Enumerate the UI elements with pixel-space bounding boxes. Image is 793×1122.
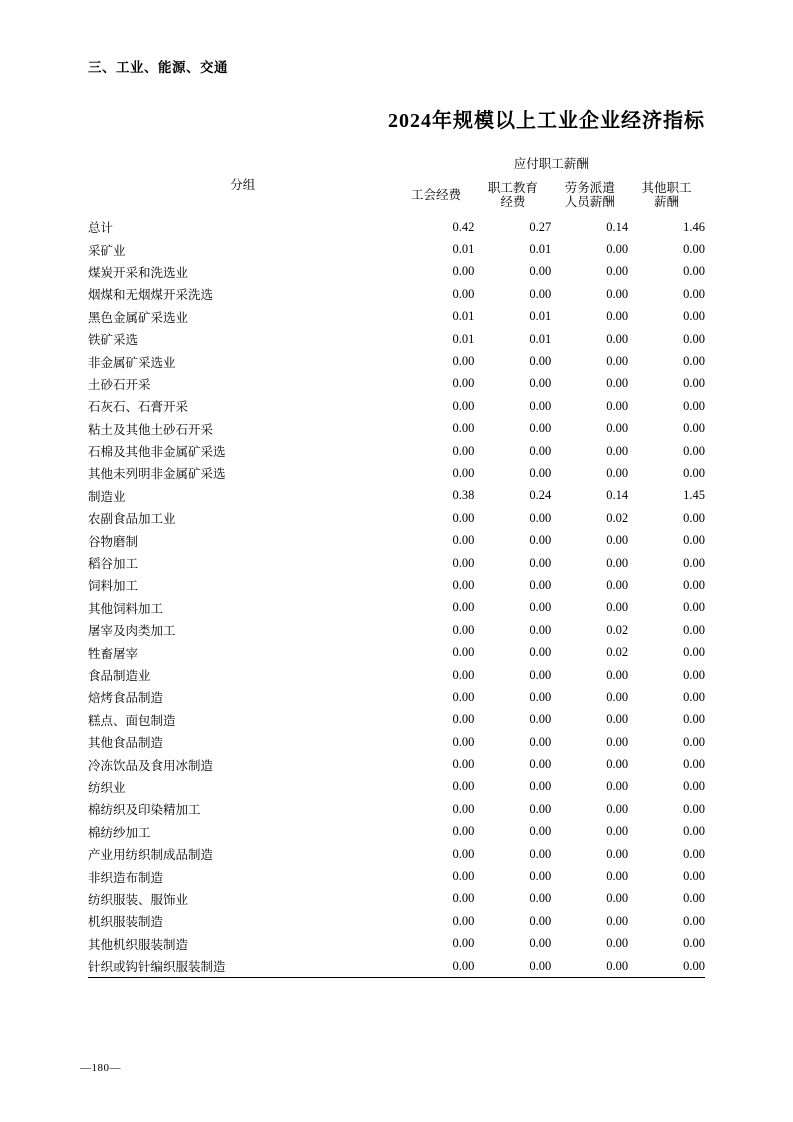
- row-value: 0.00: [683, 331, 705, 346]
- row-label: 饲料加工: [88, 579, 139, 594]
- row-value: 0.00: [683, 645, 705, 660]
- row-value: 0.00: [683, 577, 705, 592]
- column-header-dispatch-wages-line1: 劳务派遣: [564, 180, 615, 195]
- row-value: 0.00: [529, 936, 552, 951]
- row-value: 0.00: [606, 913, 629, 928]
- row-value: 0.00: [606, 555, 629, 570]
- table-row: [88, 843, 705, 865]
- row-label: 土砂石开采: [88, 377, 151, 392]
- row-value: 0.00: [529, 913, 552, 928]
- row-value: 0.00: [452, 891, 475, 906]
- table-row: [88, 350, 705, 372]
- column-header-union-funds-line1: 工会经费: [410, 187, 461, 202]
- row-value: 0.00: [606, 331, 629, 346]
- table-row: [88, 373, 705, 395]
- row-value: 0.00: [452, 533, 475, 548]
- row-value: 0.00: [683, 443, 705, 458]
- column-header-other-wages-line2: 薪酬: [654, 195, 680, 209]
- column-header-union-funds: [398, 174, 475, 216]
- table-row: [88, 664, 705, 686]
- row-label: 采矿业: [88, 243, 126, 258]
- row-value: 0.00: [529, 734, 552, 749]
- row-label: 产业用纺织制成品制造: [88, 848, 214, 863]
- page-title: 2024年规模以上工业企业经济指标: [388, 110, 705, 132]
- row-value: 0.00: [452, 264, 475, 279]
- row-value: 0.00: [529, 779, 552, 794]
- row-value: 0.00: [398, 955, 475, 978]
- row-label: 棉纺织及印染精加工: [88, 803, 201, 818]
- row-value: 0.00: [529, 645, 552, 660]
- row-value: 0.00: [452, 913, 475, 928]
- table-row: [88, 910, 705, 932]
- table-row: [88, 507, 705, 529]
- table-row: [88, 440, 705, 462]
- column-header-education-funds: [474, 174, 551, 216]
- row-label: 石灰石、石膏开采: [88, 400, 189, 415]
- row-value: 0.00: [606, 936, 629, 951]
- row-value: 0.01: [529, 331, 552, 346]
- row-value: 0.00: [606, 779, 629, 794]
- column-header-payable-wages: 应付职工薪酬: [513, 157, 589, 171]
- row-value: 0.00: [606, 757, 629, 772]
- row-label: 冷冻饮品及食用冰制造: [88, 758, 214, 773]
- row-label: 其他机织服装制造: [88, 937, 189, 952]
- table-row: [88, 865, 705, 887]
- row-value: 0.14: [606, 488, 629, 503]
- row-value: 0.00: [529, 712, 552, 727]
- row-value: 0.00: [529, 286, 552, 301]
- table-row: [88, 597, 705, 619]
- column-header-dispatch-wages-line2: 人员薪酬: [564, 195, 615, 209]
- row-value: 0.02: [606, 510, 629, 525]
- row-value: 0.00: [529, 891, 552, 906]
- row-value: 0.27: [529, 219, 552, 234]
- row-value: 0.00: [452, 510, 475, 525]
- row-value: 0.00: [683, 354, 705, 369]
- row-value: 0.00: [452, 376, 475, 391]
- row-label: 非织造布制造: [88, 870, 164, 885]
- row-value: 0.00: [529, 376, 552, 391]
- table-row: [88, 574, 705, 596]
- row-value: 0.02: [606, 645, 629, 660]
- row-label: 稻谷加工: [88, 557, 139, 572]
- row-label: 其他饲料加工: [88, 601, 164, 616]
- row-value: 0.00: [452, 555, 475, 570]
- row-label: 黑色金属矿采选业: [88, 310, 189, 325]
- row-value: 0.00: [606, 600, 629, 615]
- row-value: 0.00: [606, 533, 629, 548]
- row-value: 0.00: [683, 421, 705, 436]
- table-row: [88, 462, 705, 484]
- row-value: 0.01: [529, 309, 552, 324]
- section-heading: 三、工业、能源、交通: [88, 60, 228, 75]
- row-value: 0.00: [606, 577, 629, 592]
- row-value: 0.00: [452, 645, 475, 660]
- row-value: 0.00: [683, 913, 705, 928]
- page-number: —180—: [80, 1062, 121, 1074]
- row-value: 0.00: [474, 955, 551, 978]
- row-label: 石棉及其他非金属矿采选: [88, 445, 226, 460]
- row-label: 食品制造业: [88, 669, 151, 683]
- table-row: [88, 709, 705, 731]
- row-value: 0.00: [452, 757, 475, 772]
- row-value: 0.00: [452, 465, 475, 480]
- row-value: 0.00: [452, 421, 475, 436]
- table-row: [88, 552, 705, 574]
- row-label: 粘土及其他土砂石开采: [88, 422, 214, 437]
- row-label: 其他食品制造: [88, 736, 164, 751]
- row-value: 0.00: [529, 689, 552, 704]
- row-value: 0.00: [529, 667, 552, 682]
- row-value: 0.00: [452, 622, 475, 637]
- table-row: [88, 641, 705, 663]
- row-value: 0.14: [606, 219, 629, 234]
- row-label: 农副食品加工业: [88, 512, 176, 527]
- row-value: 0.00: [628, 955, 705, 978]
- row-value: 0.00: [683, 622, 705, 637]
- column-header-education-funds-line1: 职工教育: [487, 180, 538, 195]
- table-row: [88, 328, 705, 350]
- row-value: 0.00: [529, 354, 552, 369]
- table-row: [88, 888, 705, 910]
- row-value: 0.01: [452, 331, 475, 346]
- row-value: 0.00: [529, 577, 552, 592]
- row-value: 0.00: [606, 376, 629, 391]
- row-value: 0.00: [683, 398, 705, 413]
- row-value: 0.00: [683, 555, 705, 570]
- row-label: 非金属矿采选业: [88, 355, 176, 370]
- row-value: 0.00: [606, 398, 629, 413]
- row-value: 0.00: [452, 936, 475, 951]
- row-label: 焙烤食品制造: [88, 691, 164, 706]
- row-value: 0.00: [606, 846, 629, 861]
- row-label: 棉纺纱加工: [88, 825, 151, 840]
- row-value: 0.00: [452, 689, 475, 704]
- row-value: 0.00: [529, 465, 552, 480]
- row-value: 0.00: [529, 600, 552, 615]
- row-value: 0.00: [606, 712, 629, 727]
- row-value: 0.00: [452, 824, 475, 839]
- row-value: 0.00: [606, 443, 629, 458]
- row-value: 0.00: [606, 891, 629, 906]
- row-value: 0.00: [452, 667, 475, 682]
- row-value: 0.00: [529, 824, 552, 839]
- row-value: 0.00: [683, 667, 705, 682]
- table-row: [88, 306, 705, 328]
- row-value: 0.00: [683, 734, 705, 749]
- row-value: 0.00: [529, 398, 552, 413]
- row-value: 0.00: [606, 264, 629, 279]
- table-row: [88, 418, 705, 440]
- row-value: 0.00: [452, 801, 475, 816]
- row-value: 0.01: [452, 242, 475, 257]
- row-label: 屠宰及肉类加工: [88, 624, 176, 639]
- table-header-row-group: [88, 152, 705, 174]
- column-header-education-funds-line2: 经费: [500, 195, 526, 209]
- row-value: 0.00: [606, 869, 629, 884]
- table-row: [88, 261, 705, 283]
- row-value: 0.00: [452, 712, 475, 727]
- row-value: 0.00: [529, 533, 552, 548]
- row-value: 0.00: [683, 712, 705, 727]
- row-value: 0.00: [529, 757, 552, 772]
- row-value: 0.00: [606, 309, 629, 324]
- row-value: 0.00: [683, 309, 705, 324]
- row-value: 0.00: [529, 846, 552, 861]
- row-value: 0.00: [683, 600, 705, 615]
- table-row: [88, 686, 705, 708]
- row-value: 0.00: [683, 891, 705, 906]
- row-value: 0.00: [683, 242, 705, 257]
- row-label: 铁矿采选: [88, 333, 139, 348]
- economic-indicators-table: [88, 152, 705, 978]
- table-row: [88, 821, 705, 843]
- row-value: 0.00: [452, 846, 475, 861]
- row-label: 纺织业: [88, 780, 126, 795]
- row-value: 0.00: [452, 869, 475, 884]
- row-label: 机织服装制造: [88, 915, 164, 930]
- table-row: [88, 955, 705, 978]
- column-header-group: 分组: [230, 178, 256, 192]
- table-row: [88, 529, 705, 551]
- row-value: 0.00: [452, 600, 475, 615]
- row-value: 0.00: [606, 667, 629, 682]
- row-value: 0.24: [529, 488, 552, 503]
- row-value: 0.00: [683, 376, 705, 391]
- table-row: [88, 619, 705, 641]
- row-value: 0.00: [683, 286, 705, 301]
- row-value: 0.00: [683, 689, 705, 704]
- row-label: 糕点、面包制造: [88, 713, 176, 728]
- row-value: 0.01: [452, 309, 475, 324]
- row-value: 0.00: [606, 824, 629, 839]
- row-value: 0.00: [452, 734, 475, 749]
- row-value: 0.00: [683, 264, 705, 279]
- row-label: 针织或钩针编织服装制造: [88, 955, 398, 978]
- row-value: 0.38: [452, 488, 475, 503]
- row-value: 0.00: [606, 465, 629, 480]
- row-value: 0.01: [529, 242, 552, 257]
- row-value: 0.00: [529, 264, 552, 279]
- column-header-other-wages: [628, 174, 705, 216]
- row-value: 0.00: [529, 443, 552, 458]
- row-value: 0.00: [452, 398, 475, 413]
- row-value: 0.00: [606, 734, 629, 749]
- row-label: 谷物磨制: [88, 534, 139, 549]
- row-label: 总计: [88, 221, 114, 236]
- row-value: 0.00: [551, 955, 628, 978]
- row-label: 煤炭开采和洗选业: [88, 265, 189, 280]
- row-value: 0.00: [529, 869, 552, 884]
- row-value: 0.02: [606, 622, 629, 637]
- row-value: 0.00: [529, 421, 552, 436]
- row-value: 0.00: [529, 801, 552, 816]
- row-label: 烟煤和无烟煤开采洗选: [88, 288, 214, 303]
- row-value: 0.00: [683, 801, 705, 816]
- row-value: 0.00: [452, 779, 475, 794]
- row-value: 0.00: [606, 242, 629, 257]
- row-value: 0.00: [606, 286, 629, 301]
- column-header-other-wages-line1: 其他职工: [641, 180, 692, 195]
- row-value: 0.00: [683, 510, 705, 525]
- row-value: 0.00: [529, 622, 552, 637]
- row-value: 0.42: [452, 219, 475, 234]
- row-value: 1.46: [683, 219, 705, 234]
- row-label: 牲畜屠宰: [88, 646, 139, 661]
- table-header: [88, 152, 705, 216]
- row-value: 0.00: [452, 577, 475, 592]
- column-header-dispatch-wages: [551, 174, 628, 216]
- table-body: [88, 216, 705, 978]
- row-value: 0.00: [529, 555, 552, 570]
- table-row: [88, 395, 705, 417]
- row-value: 0.00: [683, 757, 705, 772]
- row-value: 0.00: [452, 286, 475, 301]
- row-value: 0.00: [683, 779, 705, 794]
- row-value: 1.45: [683, 488, 705, 503]
- row-value: 0.00: [606, 689, 629, 704]
- row-value: 0.00: [683, 465, 705, 480]
- row-value: 0.00: [529, 510, 552, 525]
- row-label: 其他未列明非金属矿采选: [88, 467, 226, 482]
- table-row: [88, 283, 705, 305]
- row-label: 制造业: [88, 489, 126, 504]
- table-row: [88, 485, 705, 507]
- row-value: 0.00: [683, 533, 705, 548]
- row-value: 0.00: [683, 824, 705, 839]
- table-row: [88, 798, 705, 820]
- table-row: [88, 731, 705, 753]
- table-row: [88, 216, 705, 238]
- row-value: 0.00: [683, 846, 705, 861]
- row-value: 0.00: [606, 421, 629, 436]
- row-value: 0.00: [606, 801, 629, 816]
- row-value: 0.00: [683, 936, 705, 951]
- table-row: [88, 776, 705, 798]
- table-row: [88, 933, 705, 955]
- row-value: 0.00: [606, 354, 629, 369]
- row-value: 0.00: [683, 869, 705, 884]
- row-value: 0.00: [452, 443, 475, 458]
- row-label: 纺织服装、服饰业: [88, 892, 189, 907]
- table-row: [88, 753, 705, 775]
- row-value: 0.00: [452, 354, 475, 369]
- table-row: [88, 238, 705, 260]
